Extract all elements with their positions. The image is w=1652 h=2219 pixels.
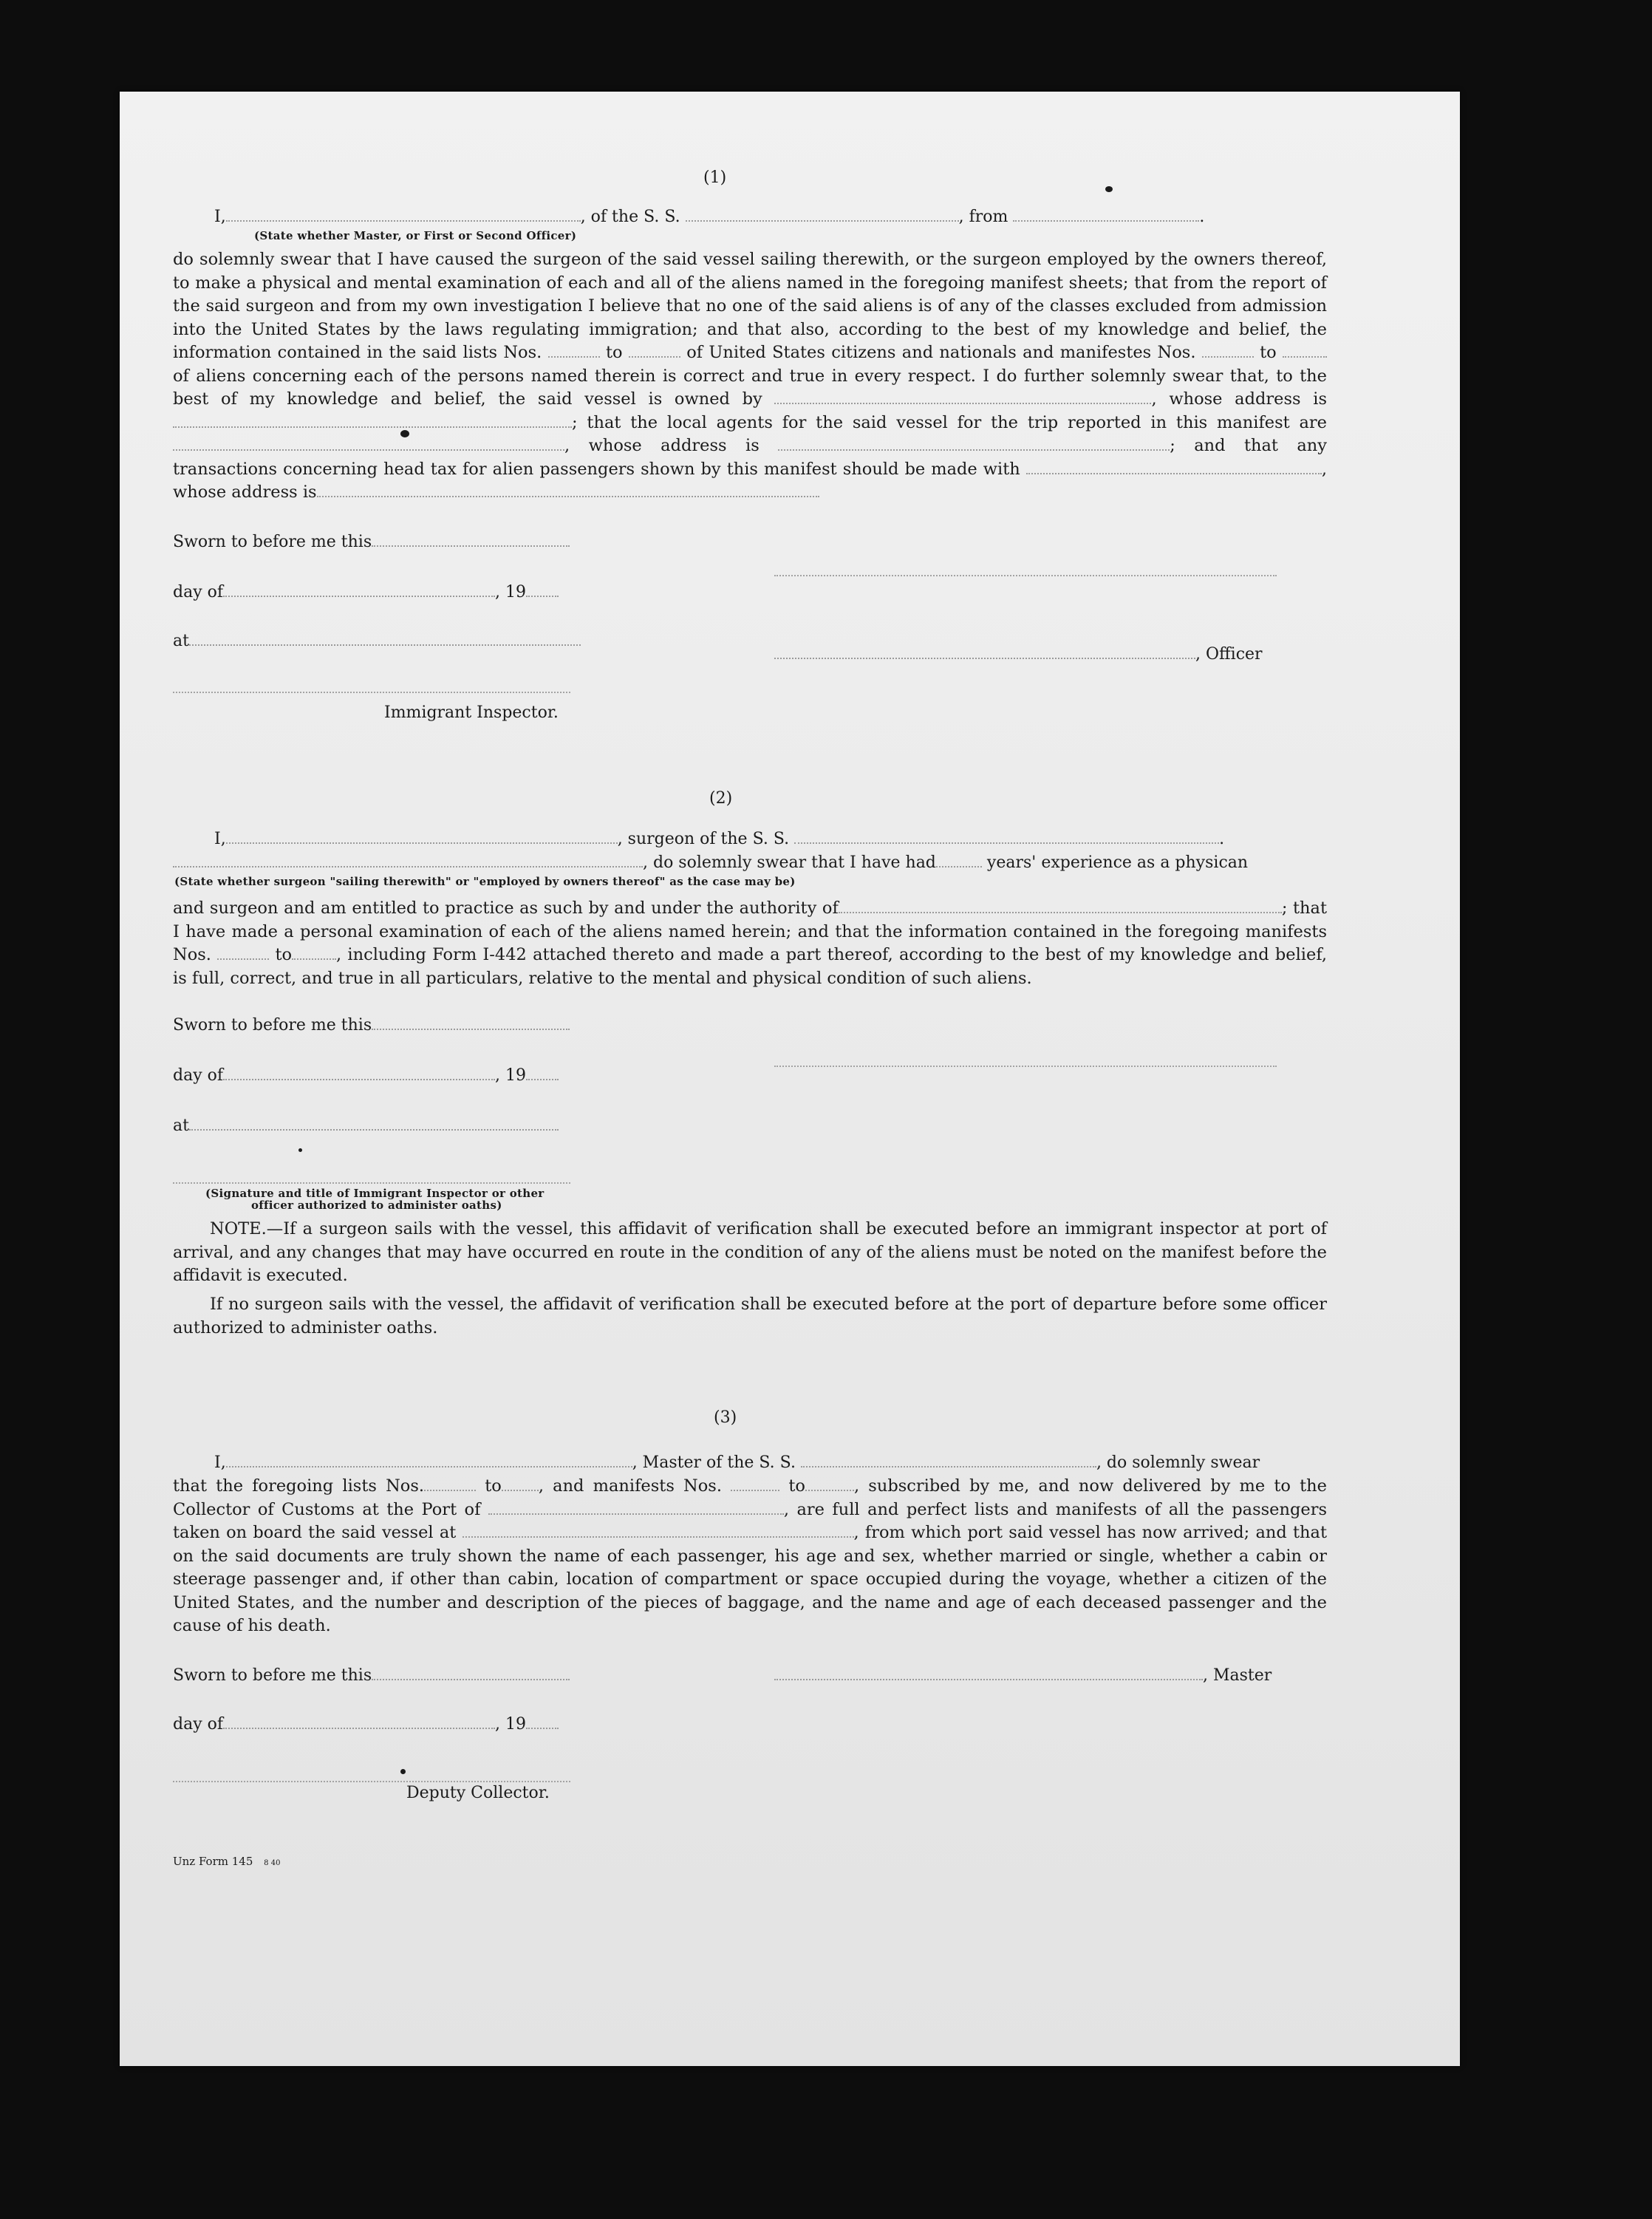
- s2-at: at: [173, 1116, 559, 1135]
- ink-smudge: [1105, 186, 1113, 192]
- s2-note-1: NOTE.—If a surgeon sails with the vessel, this affidavit of verification shall be executed before an immigrant inspector at port of arrival, and any changes that may have occurred en route in the condition of any of the aliens must be noted on the manifest before the affidavit is executed.: [173, 1219, 1327, 1285]
- s1-sworn: Sworn to before me this: [173, 532, 570, 551]
- s1-officer-note: (State whether Master, or First or Second Officer): [254, 229, 577, 242]
- s2-surgeon-note: (State whether surgeon "sailing therewith" or "employed by owners thereof" as the case may be): [174, 875, 796, 888]
- s3-body: that the foregoing lists Nos. to , and manifests Nos. to , subscribed by me, and now delivered by me to the Collector of Customs at the Port of , are full and perfect lists and manifests of all the passengers taken on board the said vessel at , from which port said vessel has now arrived; and that on the said documents are truly shown the name of each passenger, his age and sex, whether married or single, whether a cabin or steerage passenger and, if other than cabin, location of compartment or space occupied during the voyage, whether a citizen of the United States, and the number and description of the pieces of baggage, and the name and age of each deceased passenger and the cause of his death.: [173, 1476, 1328, 1635]
- s3-collector-line: [173, 1781, 570, 1782]
- form-number: Unz Form 145 8 40: [173, 1855, 281, 1868]
- s1-at: at: [173, 631, 581, 650]
- s1-inspector-line: [173, 692, 570, 693]
- s3-deputy-collector: Deputy Collector.: [406, 1784, 550, 1802]
- s2-signature-line: [774, 1066, 1277, 1067]
- s3-line1: I, , Master of the S. S. , do solemnly swear: [214, 1453, 1260, 1472]
- s2-day: day of , 19: [173, 1066, 559, 1085]
- s1-immigrant-inspector: Immigrant Inspector.: [384, 703, 559, 722]
- s1-of-ss: , of the S. S.: [580, 208, 680, 226]
- s1-day: day of , 19: [173, 582, 559, 601]
- s3-day: day of , 19: [173, 1714, 559, 1734]
- ink-smudge: [298, 1148, 302, 1152]
- s2-sworn: Sworn to before me this: [173, 1015, 570, 1034]
- section-3-number: (3): [714, 1408, 737, 1427]
- s1-body: do solemnly swear that I have caused the surgeon of the said vessel sailing therewith, or the surgeon employed by the owners thereof, to make a physical and mental examination of each and all of the aliens named in the foregoing manifest sheets; that from the report of the said surgeon and from my own investigation I believe that no one of the said aliens is of any of the classes excluded from admission into the United States by the laws regulating immigration; and that also, according to the best of my knowledge and belief, the information contained in the said lists Nos. to of United States citizens and nationals and manifestes Nos. to of aliens concerning each of the persons named therein is correct and true in every respect. I do further solemnly swear that, to the best of my knowledge and belief, the said vessel is owned by , whose address is ; that the local agents for the said vessel for the trip reported in this manifest are , whose address is ; and that any transactions concerning head tax for alien passengers shown by this manifest should be made with , whose address is: [173, 250, 1327, 502]
- ink-smudge: [400, 1769, 406, 1774]
- s2-body: and surgeon and am entitled to practice as such by and under the authority of ; that I have made a personal examination of each of the aliens named herein; and that the information contained in the foregoing manifests Nos. to , including Form I-442 attached thereto and made a part thereof, according to the best of my knowledge and belief, is full, correct, and true in all particulars, relative to the mental and physical condition of such aliens.: [173, 899, 1327, 988]
- affidavit-page: [120, 92, 1460, 2066]
- s2-note-2: If no surgeon sails with the vessel, the affidavit of verification shall be executed before at the port of departure before some officer authorized to administer oaths.: [173, 1295, 1327, 1337]
- s1-first-line: I, , of the S. S. , from .: [214, 208, 1205, 226]
- s2-line2: , do solemnly swear that I have had years' experience as a physican: [173, 853, 1327, 872]
- s2-sig-note-2: officer authorized to administer oaths): [251, 1199, 502, 1212]
- s1-signature-line: [774, 575, 1277, 576]
- s3-sworn: Sworn to before me this: [173, 1666, 570, 1685]
- section-1-number: (1): [703, 168, 727, 187]
- s2-inspector-line: [173, 1182, 570, 1184]
- s1-i: I,: [214, 208, 226, 226]
- s2-line1: I, , surgeon of the S. S. .: [214, 830, 1225, 848]
- s3-master-line: , Master: [774, 1666, 1272, 1685]
- section-2-number: (2): [709, 789, 733, 808]
- s2-sig-note-1: (Signature and title of Immigrant Inspector or other: [205, 1187, 545, 1200]
- s1-officer-line: , Officer: [774, 644, 1263, 664]
- s1-from: , from: [958, 208, 1008, 226]
